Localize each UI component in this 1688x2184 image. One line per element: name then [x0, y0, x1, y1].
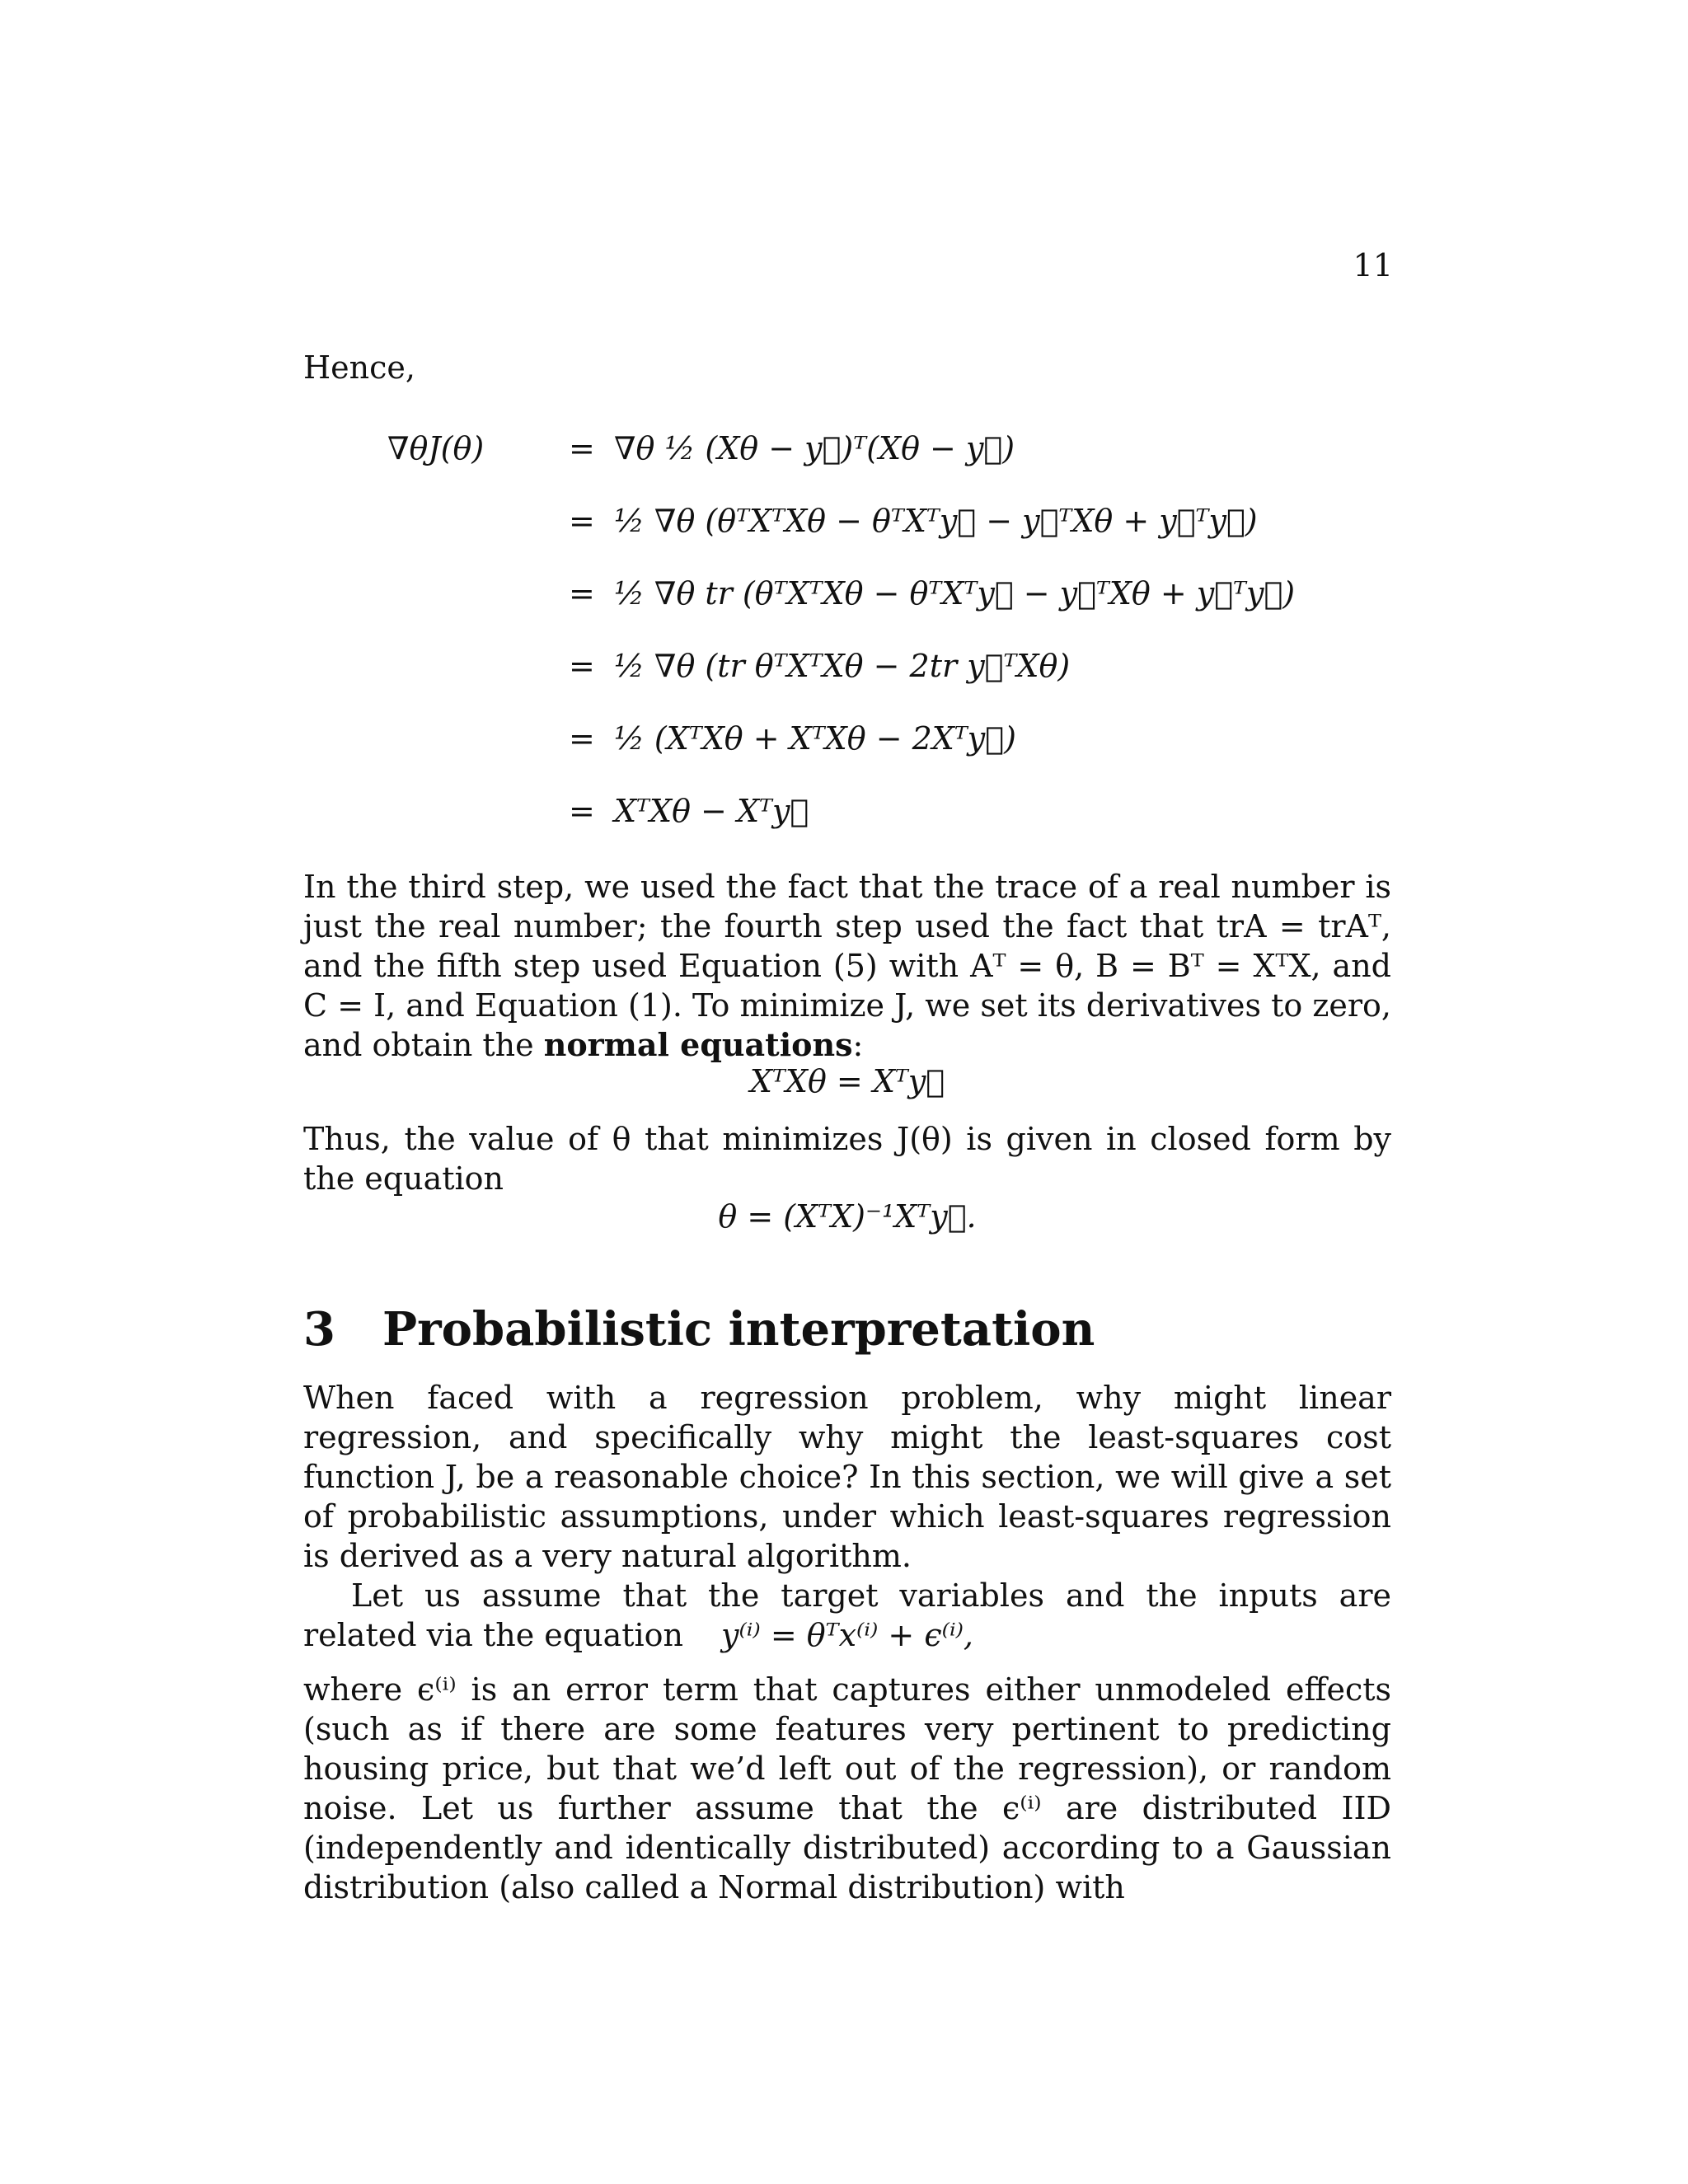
section-heading: [303, 1301, 1391, 1358]
motivation-text: When faced with a regression problem, why might linear regression, and specifically why might the least-squares cost function J, be a reasonable choice? In this section, we will give a set of probabilistic assumptions, under which least-squares regression is derived as a very natural algorithm.: [303, 1380, 1391, 1574]
normal-equations-display: XᵀXθ = Xᵀy⃗: [749, 1063, 945, 1099]
derivation-row-3: [412, 557, 1319, 630]
normal-equations-term: normal equations: [543, 1026, 853, 1063]
derivation-row-4: [412, 630, 1319, 702]
explanation-text: In the third step, we used the fact that the trace of a real number is just the real number; the fourth step used the fact that trA = trAᵀ, and the fifth step used Equation (5) with Aᵀ = θ, B = Bᵀ = XᵀX, and C = I, and Equation (1). To minimize J, we set its derivatives to zero, and obtain the: [303, 869, 1391, 1063]
closed-form-equation: θ = (XᵀX)⁻¹Xᵀy⃗.: [718, 1198, 977, 1235]
model-equation: y⁽ⁱ⁾ = θᵀx⁽ⁱ⁾ + ϵ⁽ⁱ⁾,: [720, 1617, 974, 1653]
derivation-row-5: [412, 702, 1319, 775]
hence-text: [303, 348, 1391, 387]
closed-form-paragraph: [303, 1119, 1391, 1198]
motivation-paragraph: [303, 1378, 1391, 1655]
derivation-equals: =: [569, 575, 595, 612]
derivation-equals: =: [569, 648, 595, 684]
derivation-rhs: ½ ∇θ (θᵀXᵀXθ − θᵀXᵀy⃗ − y⃗ᵀXθ + y⃗ᵀy⃗): [614, 503, 1258, 539]
derivation-equals: =: [569, 720, 595, 757]
derivation-rhs: ∇θ ½ (Xθ − y⃗)ᵀ(Xθ − y⃗): [614, 430, 1015, 466]
explanation-colon: :: [852, 1027, 864, 1063]
derivation-rhs: XᵀXθ − Xᵀy⃗: [614, 793, 809, 829]
derivation-equals: =: [569, 430, 595, 466]
derivation-rhs: ½ ∇θ (tr θᵀXᵀXθ − 2tr y⃗ᵀXθ): [614, 648, 1071, 684]
assumption-text: Let us assume that the target variables and the inputs are related via the equation: [303, 1577, 1391, 1653]
hence-paragraph: Hence,: [303, 349, 415, 386]
derivation-rhs: ½ ∇θ tr (θᵀXᵀXθ − θᵀXᵀy⃗ − y⃗ᵀXθ + y⃗ᵀy⃗): [614, 575, 1296, 612]
derivation-rhs: ½ (XᵀXθ + XᵀXθ − 2Xᵀy⃗): [614, 720, 1016, 757]
explanation-paragraph: [303, 867, 1391, 1065]
section-title: Probabilistic interpretation: [382, 1302, 1095, 1357]
section-number: 3: [303, 1302, 335, 1357]
derivation-lhs: ∇θJ(θ): [387, 430, 485, 466]
derivation-equals: =: [569, 793, 595, 829]
page-number: 11: [1353, 247, 1393, 284]
derivation-row-6: [412, 775, 1319, 847]
derivation-row-1: [387, 412, 1319, 485]
derivation-equals: =: [569, 503, 595, 539]
error-term-text: where ϵ⁽ⁱ⁾ is an error term that captures either unmodeled effects (such as if there are some features very pertinent to predicting housing price, but that we’d left out of the regression), or random noise. Let us further assume that the ϵ⁽ⁱ⁾ are distributed IID (independently and identically distributed) according to a Gaussian distribution (also called a Normal distribution) with: [303, 1671, 1391, 1905]
closed-form-text: Thus, the value of θ that minimizes J(θ) is given in closed form by the equation: [303, 1121, 1391, 1197]
error-term-paragraph: [303, 1670, 1391, 1907]
derivation-row-2: [412, 485, 1319, 557]
